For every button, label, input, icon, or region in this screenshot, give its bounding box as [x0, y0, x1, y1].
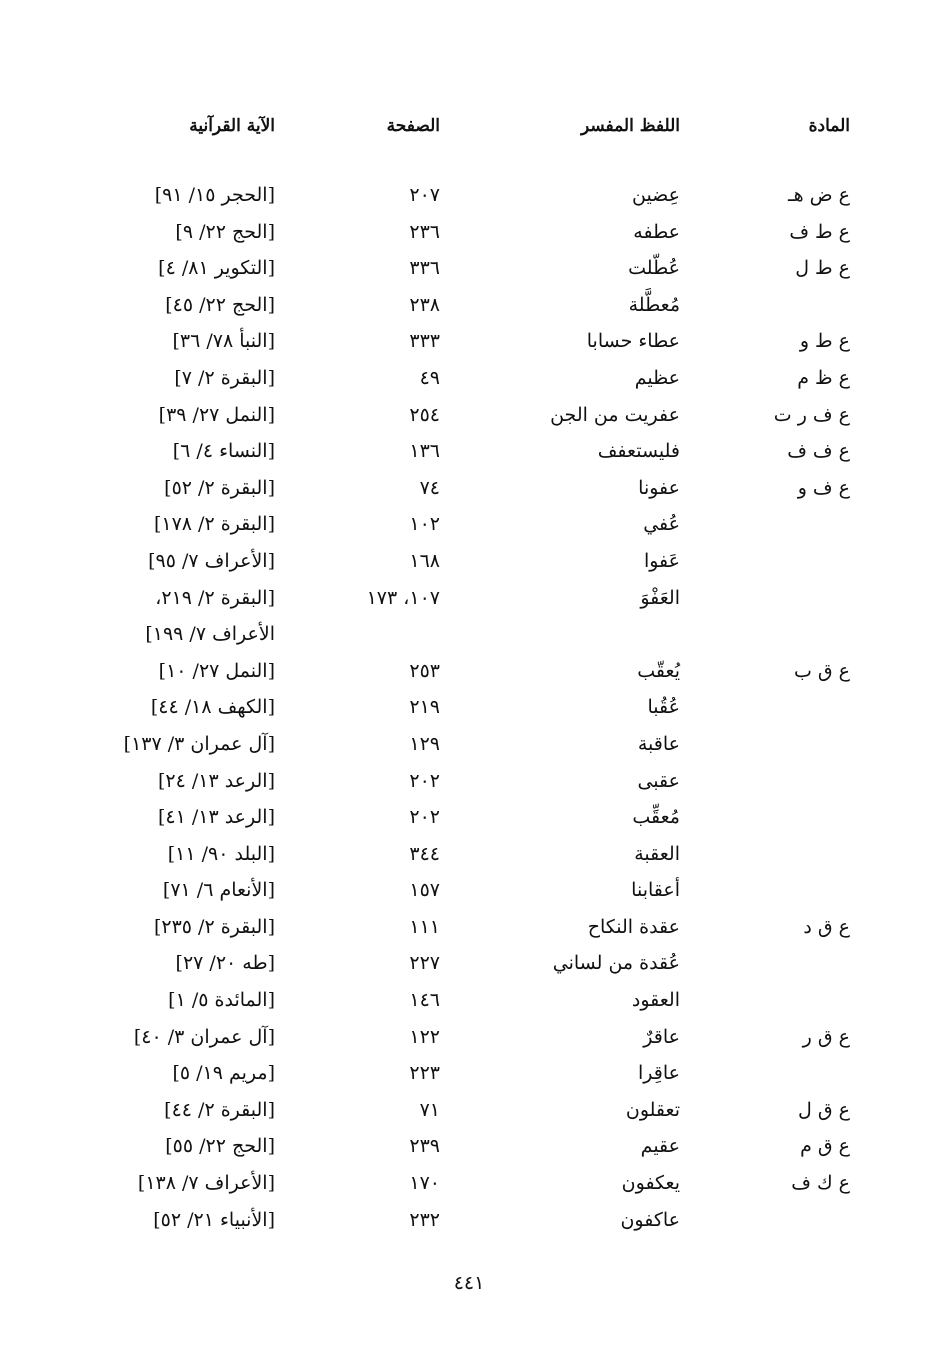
- cell-page: ١٥٧: [409, 879, 440, 902]
- cell-verse: [النمل ٢٧/ ٣٩]: [158, 403, 275, 426]
- cell-page: ٢١٩: [409, 696, 440, 719]
- cell-page: ٣٣٦: [409, 257, 440, 280]
- cell-word: عقدة النكاح: [587, 915, 680, 938]
- cell-word: عطفه: [633, 220, 680, 243]
- cell-word: يُعقّب: [637, 659, 680, 682]
- table-row: [0, 180, 938, 217]
- cell-verse: [الرعد ١٣/ ٤١]: [157, 806, 275, 829]
- cell-word: عقبى: [637, 769, 680, 792]
- cell-root: ع ض هـ: [788, 184, 850, 206]
- header-word: اللفظ المفسر: [580, 116, 680, 136]
- table-row: [0, 619, 938, 656]
- cell-page: ٧٤: [419, 476, 440, 499]
- table-row: [0, 473, 938, 510]
- cell-word: عاكفون: [620, 1208, 680, 1231]
- table-row: [0, 839, 938, 876]
- table-row: [0, 436, 938, 473]
- cell-verse: [الرعد ١٣/ ٢٤]: [157, 769, 275, 792]
- cell-page: ٢٠٢: [409, 769, 440, 792]
- cell-root: ع ق ر: [802, 1025, 850, 1048]
- cell-verse: [البقرة ٢/ ٢٣٥]: [153, 915, 275, 938]
- table-row: [0, 1095, 938, 1132]
- table-row: [0, 1131, 938, 1168]
- cell-word: عظيم: [634, 366, 680, 389]
- cell-verse: [الأعراف ٧/ ١٣٨]: [137, 1172, 275, 1195]
- cell-root: ع ف و: [797, 476, 850, 499]
- cell-page: ٢٠٢: [409, 806, 440, 829]
- table-row: [0, 692, 938, 729]
- cell-word: يعكفون: [621, 1172, 680, 1195]
- cell-verse: [البقرة ٢/ ٢١٩،: [155, 586, 275, 609]
- cell-verse: [النمل ٢٧/ ١٠]: [158, 659, 275, 682]
- cell-page: ١٦٨: [409, 549, 440, 572]
- cell-verse: [طه ٢٠/ ٢٧]: [175, 952, 275, 975]
- table-row: [0, 363, 938, 400]
- cell-word: مُعطَّلة: [628, 293, 680, 316]
- cell-verse: [الكهف ١٨/ ٤٤]: [150, 696, 275, 719]
- cell-word: عُطّلت: [628, 257, 680, 280]
- table-row: [0, 948, 938, 985]
- cell-word: عِضين: [631, 184, 680, 206]
- cell-page: ١٠٧، ١٧٣: [366, 586, 440, 609]
- cell-verse: [الحج ٢٢/ ٩]: [175, 220, 275, 243]
- cell-page: ٢٣٦: [409, 220, 440, 243]
- cell-verse: الأعراف ٧/ ١٩٩]: [145, 623, 275, 646]
- cell-verse: [الأنبياء ٢١/ ٥٢]: [153, 1208, 275, 1231]
- table-row: [0, 912, 938, 949]
- cell-page: ٢٠٧: [409, 184, 440, 206]
- table-row: [0, 1058, 938, 1095]
- cell-root: ع ف ر ت: [773, 403, 850, 426]
- table-row: [0, 217, 938, 254]
- cell-word: عاقرٌ: [643, 1025, 680, 1048]
- cell-root: ع ظ م: [797, 366, 850, 389]
- cell-word: عقيم: [640, 1135, 680, 1158]
- cell-root: ع ق ل: [798, 1098, 850, 1121]
- cell-root: ع ق ب: [793, 659, 850, 682]
- cell-page: ١٧٠: [409, 1172, 440, 1195]
- cell-word: عفونا: [638, 476, 680, 499]
- cell-root: ع ق د: [803, 915, 850, 938]
- cell-word: عَفوا: [643, 549, 680, 572]
- cell-word: العقود: [631, 989, 680, 1012]
- cell-word: العَفْوَ: [640, 586, 680, 609]
- table-row: [0, 290, 938, 327]
- cell-root: ع ك ف: [791, 1172, 850, 1195]
- cell-root: ع ط ف: [789, 220, 850, 243]
- table-row: [0, 509, 938, 546]
- cell-verse: [الحج ٢٢/ ٥٥]: [165, 1135, 275, 1158]
- table-row: [0, 326, 938, 363]
- table-row: [0, 1022, 938, 1059]
- cell-verse: [التكوير ٨١/ ٤]: [158, 257, 275, 280]
- cell-page: ٢٥٣: [409, 659, 440, 682]
- cell-page: ٢٥٤: [409, 403, 440, 426]
- table-row: [0, 1205, 938, 1242]
- header-page: الصفحة: [386, 116, 440, 136]
- cell-verse: [الأعراف ٧/ ٩٥]: [148, 549, 275, 572]
- cell-page: ٢٣٨: [409, 293, 440, 316]
- cell-word: عفريت من الجن: [550, 403, 680, 426]
- cell-word: العقبة: [634, 842, 680, 865]
- table-row: [0, 1168, 938, 1205]
- table-row: [0, 985, 938, 1022]
- cell-verse: [الحج ٢٢/ ٤٥]: [165, 293, 275, 316]
- cell-page: ١٤٦: [409, 989, 440, 1012]
- cell-verse: [النبأ ٧٨/ ٣٦]: [172, 330, 275, 353]
- cell-page: ٢٢٣: [409, 1062, 440, 1085]
- cell-root: ع ق م: [800, 1135, 850, 1158]
- table-row: [0, 546, 938, 583]
- cell-root: ع ط ل: [795, 257, 850, 280]
- cell-word: مُعقِّب: [632, 806, 680, 829]
- cell-word: عُفي: [643, 513, 680, 536]
- table-header: [0, 116, 938, 146]
- cell-word: فليستعفف: [597, 440, 680, 463]
- cell-page: ٧١: [419, 1098, 440, 1121]
- table-row: [0, 729, 938, 766]
- cell-verse: [آل عمران ٣/ ١٣٧]: [123, 732, 275, 755]
- table-row: [0, 583, 938, 620]
- cell-root: ع ط و: [799, 330, 850, 353]
- index-table: [0, 180, 938, 1241]
- cell-page: ٢٣٢: [409, 1208, 440, 1231]
- cell-word: عطاء حسابا: [586, 330, 680, 353]
- cell-page: ٤٩: [419, 366, 440, 389]
- table-row: [0, 400, 938, 437]
- cell-word: عاقِرا: [638, 1062, 680, 1085]
- cell-word: عاقبة: [637, 732, 680, 755]
- cell-verse: [البقرة ٢/ ٤٤]: [164, 1098, 275, 1121]
- cell-word: أعقابنا: [631, 879, 680, 902]
- cell-root: ع ف ف: [787, 440, 850, 463]
- cell-page: ١٢٢: [409, 1025, 440, 1048]
- cell-verse: [آل عمران ٣/ ٤٠]: [133, 1025, 275, 1048]
- table-row: [0, 253, 938, 290]
- cell-verse: [الأنعام ٦/ ٧١]: [162, 879, 275, 902]
- table-row: [0, 875, 938, 912]
- cell-page: ٢٣٩: [409, 1135, 440, 1158]
- table-row: [0, 766, 938, 803]
- cell-word: عُقُبا: [647, 696, 680, 719]
- cell-verse: [النساء ٤/ ٦]: [172, 440, 275, 463]
- cell-page: ١٢٩: [409, 732, 440, 755]
- cell-word: تعقلون: [625, 1098, 680, 1121]
- cell-page: ٣٤٤: [409, 842, 440, 865]
- cell-verse: [البلد ٩٠/ ١١]: [167, 842, 275, 865]
- cell-word: عُقدة من لساني: [552, 952, 680, 975]
- cell-page: ١١١: [409, 915, 440, 938]
- header-root: المادة: [808, 116, 850, 136]
- cell-verse: [الحجر ١٥/ ٩١]: [154, 184, 275, 206]
- cell-verse: [البقرة ٢/ ٥٢]: [164, 476, 275, 499]
- table-row: [0, 802, 938, 839]
- page-number: ٤٤١: [453, 1272, 485, 1294]
- cell-verse: [البقرة ٢/ ١٧٨]: [153, 513, 275, 536]
- cell-page: ٢٢٧: [409, 952, 440, 975]
- cell-page: ١٣٦: [409, 440, 440, 463]
- cell-verse: [البقرة ٢/ ٧]: [174, 366, 275, 389]
- cell-verse: [مريم ١٩/ ٥]: [172, 1062, 275, 1085]
- cell-page: ٣٣٣: [409, 330, 440, 353]
- header-verse: الآية القرآنية: [189, 116, 275, 136]
- cell-verse: [المائدة ٥/ ١]: [168, 989, 275, 1012]
- cell-page: ١٠٢: [409, 513, 440, 536]
- table-row: [0, 656, 938, 693]
